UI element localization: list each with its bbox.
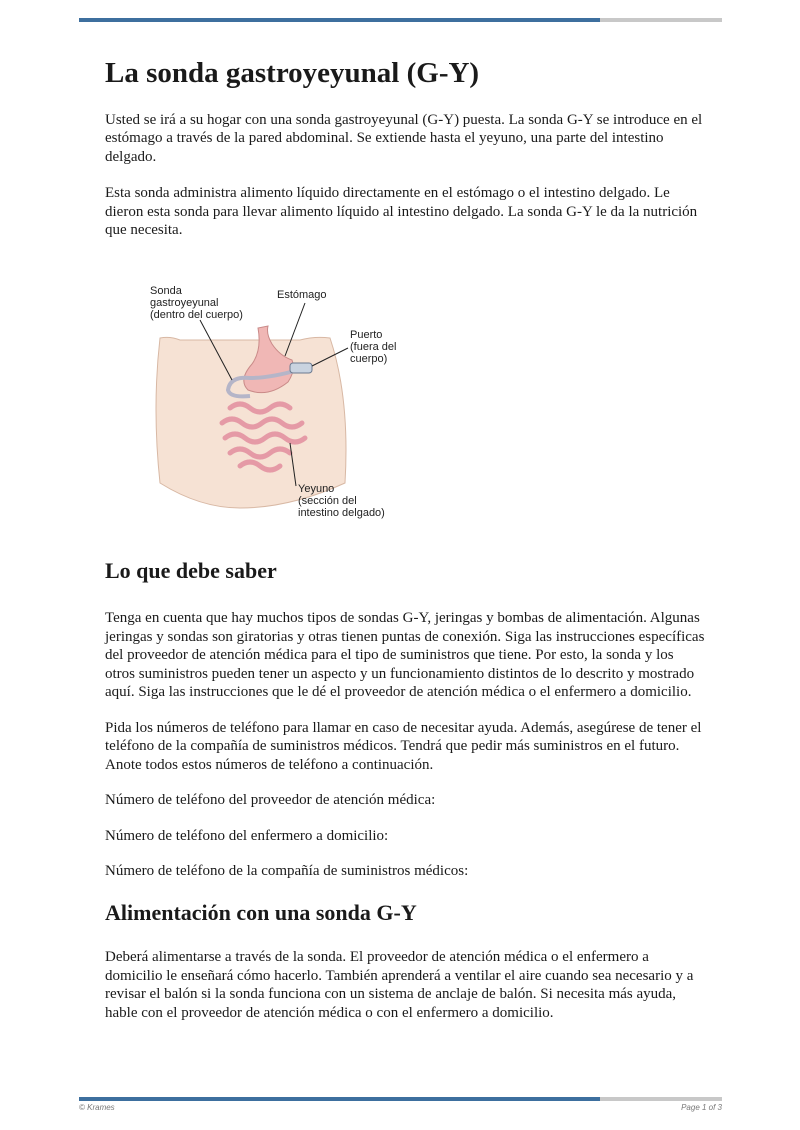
footer-copyright: © Krames	[79, 1103, 115, 1112]
section1-paragraph: Pida los números de teléfono para llamar en caso de necesitar ayuda. Además, asegúrese de tener el teléfono de la compañía de suministros médicos. Tendrá que pedir más suministros en el futuro. Anote todos estos números de teléfono a continuación.	[105, 719, 702, 773]
label-jejunum: Yeyuno (sección del intestino delgado)	[298, 483, 385, 519]
document-body	[105, 56, 705, 1022]
page-title: La sonda gastroyeyunal (G-Y)	[105, 57, 480, 89]
section1-paragraph: Tenga en cuenta que hay muchos tipos de sondas G-Y, jeringas y bombas de alimentación. Algunas jeringas y sondas son giratorias y otras tienen puntas de conexión. Siga las instrucciones específicas del proveedor de atención médica para el tipo de suministros que tiene. Por esto, la sonda y los otros suministros pueden tener un aspecto y un funcionamiento distintos de lo descrito y mostrado aquí. Siga las instrucciones que le dé el proveedor de atención médica o el enfermero a domicilio.	[105, 610, 705, 701]
top-progress-bar	[79, 18, 722, 22]
phone-line-provider: Número de teléfono del proveedor de atención médica:	[105, 792, 436, 809]
label-stomach: Estómago	[277, 289, 327, 301]
footer-page-number: Page 1 of 3	[681, 1103, 722, 1112]
intro-paragraph-1: Usted se irá a su hogar con una sonda gastroyeyunal (G-Y) puesta. La sonda G-Y se introduce en el estómago a través de la pared abdominal. Se extiende hasta el yeyuno, una parte del intestino delgado.	[105, 111, 703, 165]
bottom-progress-bar	[79, 1097, 722, 1101]
section-heading-alimentacion: Alimentación con una sonda G-Y	[105, 899, 417, 925]
label-tube: Sonda gastroyeyunal (dentro del cuerpo)	[150, 285, 243, 321]
gj-tube-illustration	[140, 278, 420, 528]
section2-paragraph: Deberá alimentarse a través de la sonda. El proveedor de atención médica o el enfermero a domicilio le enseñará cómo hacerlo. También aprenderá a ventilar el aire cuando sea necesario y a revisar el balón si la sonda funciona con un sistema de anclaje de balón. Si necesita más ayuda, hable con el proveedor de atención médica o con el enfermero a domicilio.	[105, 949, 694, 1021]
phone-line-supplier: Número de teléfono de la compañía de suministros médicos:	[105, 863, 469, 880]
label-port: Puerto (fuera del cuerpo)	[350, 329, 397, 365]
port-shape	[290, 363, 312, 373]
section-heading-lo-que-debe-saber: Lo que debe saber	[105, 557, 277, 583]
phone-line-home-nurse: Número de teléfono del enfermero a domicilio:	[105, 827, 389, 844]
intro-paragraph-2: Esta sonda administra alimento líquido directamente en el estómago o el intestino delgado. Le dieron esta sonda para llevar alimento líquido al intestino delgado. La sonda G-Y le da la nutrición que necesita.	[105, 185, 698, 239]
